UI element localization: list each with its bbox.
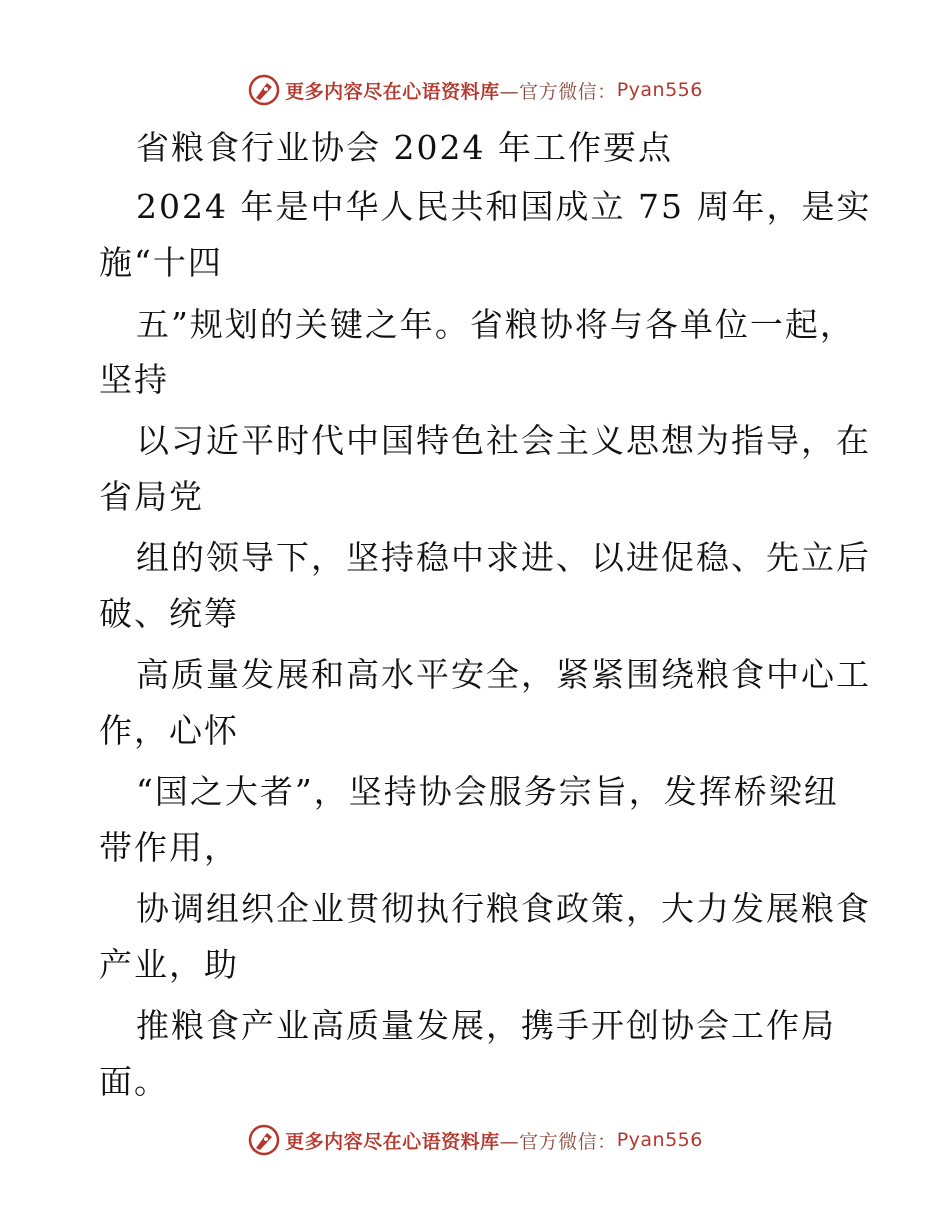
watermark-tail: —官方微信： [499,80,617,103]
text-line: 推粮食产业高质量发展，携手开创协会工作局 [136,1006,836,1045]
watermark-brand: 更多内容尽在心语资料库 [285,1130,500,1153]
watermark-brand: 更多内容尽在心语资料库 [285,80,500,103]
text-line: 2024 年是中华人民共和国成立 75 周年，是实 [136,187,872,226]
text-line: 坚持 [99,360,169,399]
text-line: 协调组织企业贯彻执行粮食政策，大力发展粮食 [136,889,871,928]
watermark-handle: Pyan556 [616,79,703,101]
pen-nib-logo-icon [247,73,281,107]
text-line: 带作用， [99,828,239,867]
text-line: 破、统筹 [99,594,239,633]
text-line: 施“十四 [99,243,223,282]
text-line: 面。 [99,1062,169,1101]
text-line: 组的领导下，坚持稳中求进、以进促稳、先立后 [136,538,871,577]
text-line: 以习近平时代中国特色社会主义思想为指导，在 [136,421,871,460]
watermark-tail: —官方微信： [499,1130,617,1153]
text-line: “国之大者”，坚持协会服务宗旨，发挥桥梁纽 [136,772,839,811]
document-title: 省粮食行业协会 2024 年工作要点 [136,128,673,167]
watermark-footer [0,1122,950,1158]
text-line: 作，心怀 [99,711,239,750]
text-line: 产业，助 [99,945,239,984]
watermark-header [0,72,950,108]
text-line: 高质量发展和高水平安全，紧紧围绕粮食中心工 [136,655,871,694]
text-line: 五”规划的关键之年。省粮协将与各单位一起， [136,305,855,344]
pen-nib-logo-icon [247,1123,281,1157]
watermark-handle: Pyan556 [616,1129,703,1151]
text-line: 省局党 [99,477,204,516]
